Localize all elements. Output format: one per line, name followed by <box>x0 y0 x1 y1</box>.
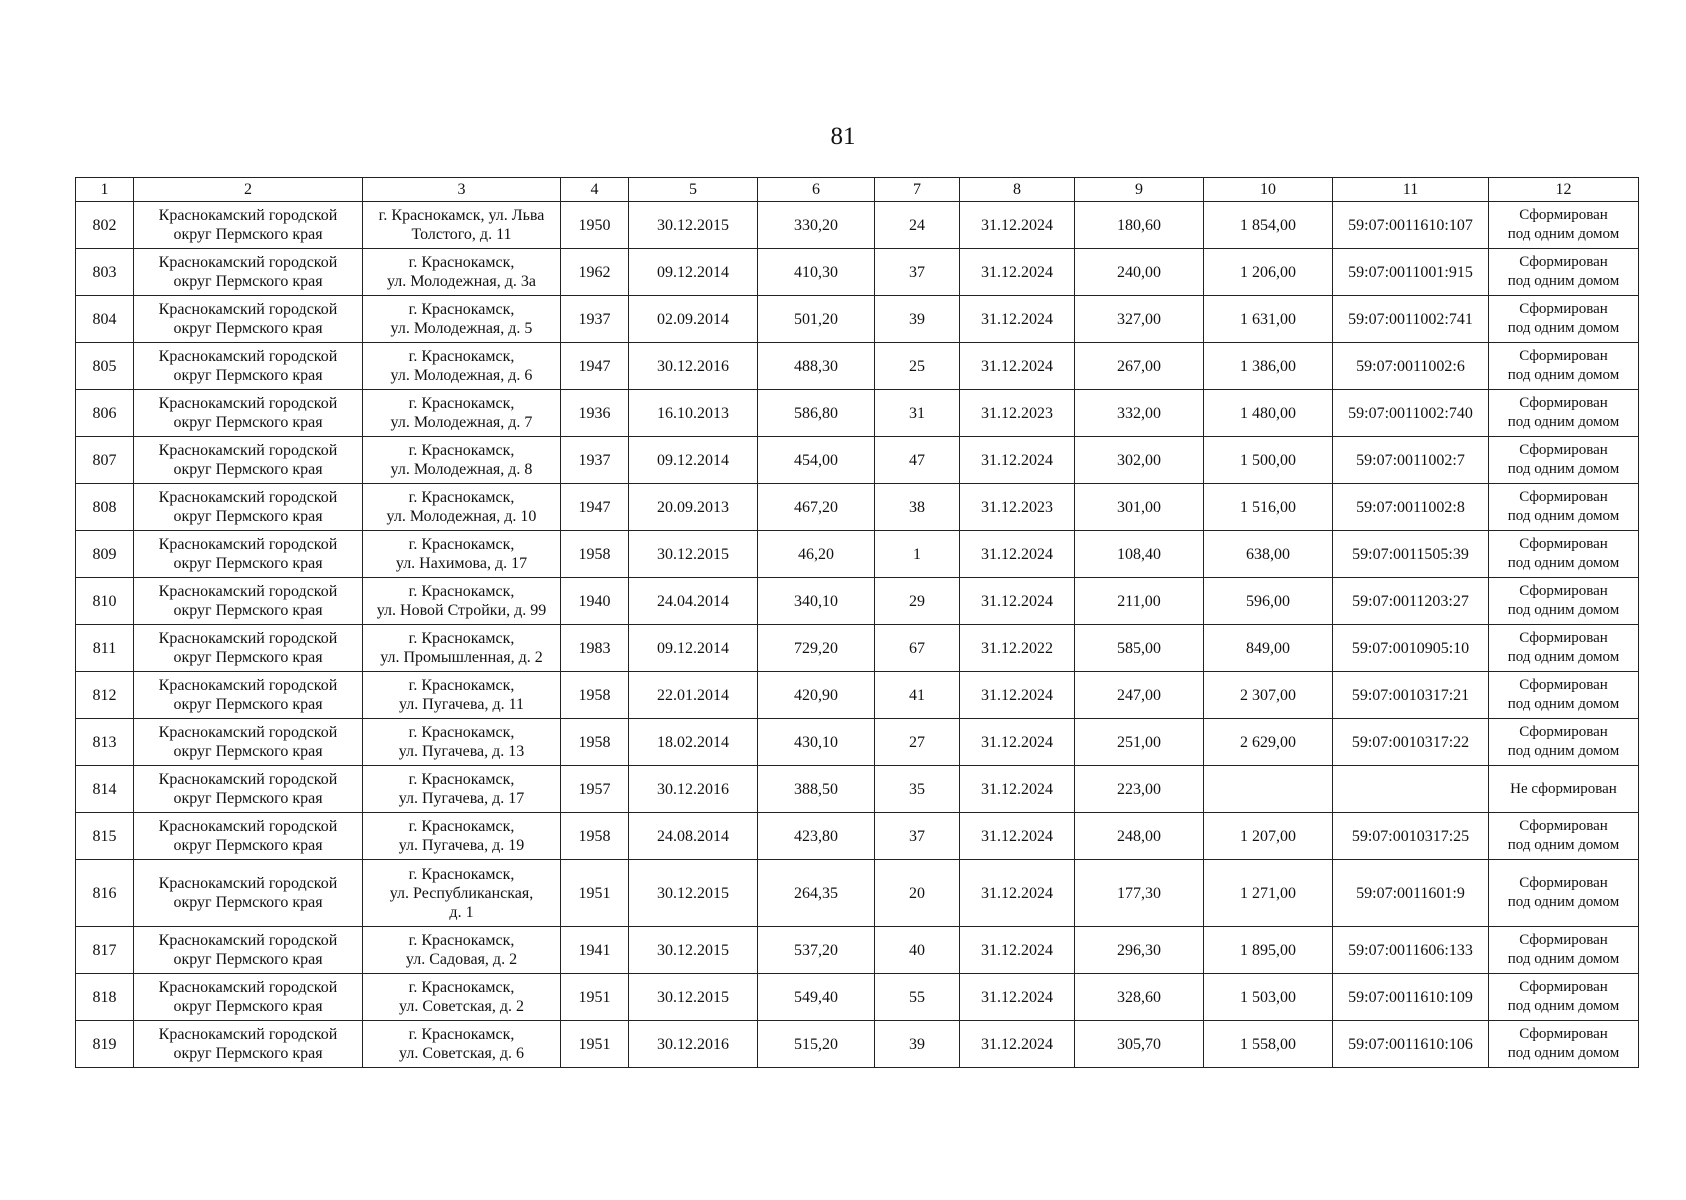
cell-year-built: 1962 <box>561 249 629 296</box>
cell-land-area: 108,40 <box>1075 531 1204 578</box>
cell-land-area: 296,30 <box>1075 927 1204 974</box>
table-row <box>76 974 1639 1021</box>
cell-address: г. Краснокамск, ул. Садовая, д. 2 <box>363 927 561 974</box>
cell-row-number: 811 <box>76 625 134 672</box>
cell-plot-area: 2 307,00 <box>1204 672 1333 719</box>
cell-plot-area: 1 500,00 <box>1204 437 1333 484</box>
cell-residents: 37 <box>875 249 960 296</box>
cell-year-built: 1950 <box>561 202 629 249</box>
cell-status: Сформирован под одним домом <box>1489 578 1639 625</box>
cell-residents: 20 <box>875 860 960 927</box>
cell-plot-area <box>1204 766 1333 813</box>
cell-row-number: 805 <box>76 343 134 390</box>
cell-land-area: 302,00 <box>1075 437 1204 484</box>
cell-resettlement-deadline: 31.12.2024 <box>960 249 1075 296</box>
cell-address: г. Краснокамск, ул. Молодежная, д. 10 <box>363 484 561 531</box>
cell-residents: 31 <box>875 390 960 437</box>
cell-resettlement-deadline: 31.12.2023 <box>960 390 1075 437</box>
cell-year-built: 1941 <box>561 927 629 974</box>
column-header-10: 10 <box>1204 178 1333 202</box>
cell-recognition-date: 09.12.2014 <box>629 249 758 296</box>
cell-year-built: 1958 <box>561 672 629 719</box>
cell-status: Сформирован под одним домом <box>1489 927 1639 974</box>
cell-resettlement-deadline: 31.12.2024 <box>960 813 1075 860</box>
cell-row-number: 816 <box>76 860 134 927</box>
cell-recognition-date: 30.12.2016 <box>629 766 758 813</box>
cell-plot-area: 1 386,00 <box>1204 343 1333 390</box>
cell-residents: 55 <box>875 974 960 1021</box>
table-row <box>76 437 1639 484</box>
cell-municipality: Краснокамский городской округ Пермского края <box>134 390 363 437</box>
cell-municipality: Краснокамский городской округ Пермского края <box>134 719 363 766</box>
cell-residents: 47 <box>875 437 960 484</box>
cell-plot-area: 1 503,00 <box>1204 974 1333 1021</box>
cell-resettlement-deadline: 31.12.2024 <box>960 766 1075 813</box>
cell-row-number: 814 <box>76 766 134 813</box>
cell-area: 423,80 <box>758 813 875 860</box>
cell-area: 330,20 <box>758 202 875 249</box>
column-header-3: 3 <box>363 178 561 202</box>
table-row <box>76 296 1639 343</box>
cell-area: 729,20 <box>758 625 875 672</box>
cell-municipality: Краснокамский городской округ Пермского края <box>134 531 363 578</box>
cell-address: г. Краснокамск, ул. Республиканская, д. 1 <box>363 860 561 927</box>
cell-year-built: 1951 <box>561 1021 629 1068</box>
cell-recognition-date: 18.02.2014 <box>629 719 758 766</box>
table-row <box>76 927 1639 974</box>
cell-year-built: 1957 <box>561 766 629 813</box>
cell-recognition-date: 16.10.2013 <box>629 390 758 437</box>
cell-area: 488,30 <box>758 343 875 390</box>
cell-cadastral-number: 59:07:0011505:39 <box>1333 531 1489 578</box>
cell-plot-area: 1 854,00 <box>1204 202 1333 249</box>
column-header-9: 9 <box>1075 178 1204 202</box>
cell-area: 430,10 <box>758 719 875 766</box>
cell-land-area: 247,00 <box>1075 672 1204 719</box>
cell-row-number: 802 <box>76 202 134 249</box>
cell-row-number: 806 <box>76 390 134 437</box>
cell-land-area: 328,60 <box>1075 974 1204 1021</box>
cell-recognition-date: 30.12.2015 <box>629 927 758 974</box>
cell-municipality: Краснокамский городской округ Пермского края <box>134 974 363 1021</box>
cell-cadastral-number: 59:07:0011002:8 <box>1333 484 1489 531</box>
cell-land-area: 305,70 <box>1075 1021 1204 1068</box>
cell-row-number: 818 <box>76 974 134 1021</box>
cell-status: Сформирован под одним домом <box>1489 813 1639 860</box>
cell-area: 537,20 <box>758 927 875 974</box>
cell-municipality: Краснокамский городской округ Пермского края <box>134 343 363 390</box>
cell-cadastral-number: 59:07:0010317:22 <box>1333 719 1489 766</box>
cell-address: г. Краснокамск, ул. Молодежная, д. 7 <box>363 390 561 437</box>
cell-row-number: 807 <box>76 437 134 484</box>
cell-area: 410,30 <box>758 249 875 296</box>
cell-status: Сформирован под одним домом <box>1489 974 1639 1021</box>
cell-address: г. Краснокамск, ул. Промышленная, д. 2 <box>363 625 561 672</box>
cell-address: г. Краснокамск, ул. Советская, д. 6 <box>363 1021 561 1068</box>
cell-cadastral-number: 59:07:0011203:27 <box>1333 578 1489 625</box>
cell-municipality: Краснокамский городской округ Пермского края <box>134 249 363 296</box>
cell-land-area: 301,00 <box>1075 484 1204 531</box>
column-header-11: 11 <box>1333 178 1489 202</box>
cell-resettlement-deadline: 31.12.2024 <box>960 860 1075 927</box>
cell-area: 549,40 <box>758 974 875 1021</box>
cell-recognition-date: 30.12.2015 <box>629 531 758 578</box>
cell-residents: 39 <box>875 296 960 343</box>
table-row <box>76 249 1639 296</box>
cell-area: 515,20 <box>758 1021 875 1068</box>
cell-address: г. Краснокамск, ул. Пугачева, д. 11 <box>363 672 561 719</box>
page-number: 81 <box>830 123 856 150</box>
table-row <box>76 719 1639 766</box>
cell-land-area: 177,30 <box>1075 860 1204 927</box>
cell-cadastral-number: 59:07:0011001:915 <box>1333 249 1489 296</box>
cell-municipality: Краснокамский городской округ Пермского края <box>134 860 363 927</box>
cell-address: г. Краснокамск, ул. Молодежная, д. 5 <box>363 296 561 343</box>
cell-status: Не сформирован <box>1489 766 1639 813</box>
column-header-6: 6 <box>758 178 875 202</box>
cell-land-area: 223,00 <box>1075 766 1204 813</box>
table-row <box>76 625 1639 672</box>
cell-residents: 40 <box>875 927 960 974</box>
table-row <box>76 766 1639 813</box>
cell-recognition-date: 30.12.2015 <box>629 860 758 927</box>
cell-plot-area: 1 271,00 <box>1204 860 1333 927</box>
column-header-4: 4 <box>561 178 629 202</box>
header-row <box>76 178 1639 202</box>
cell-residents: 41 <box>875 672 960 719</box>
cell-row-number: 819 <box>76 1021 134 1068</box>
cell-address: г. Краснокамск, ул. Пугачева, д. 13 <box>363 719 561 766</box>
table-row <box>76 813 1639 860</box>
cell-resettlement-deadline: 31.12.2024 <box>960 202 1075 249</box>
cell-year-built: 1958 <box>561 813 629 860</box>
cell-land-area: 248,00 <box>1075 813 1204 860</box>
cell-status: Сформирован под одним домом <box>1489 860 1639 927</box>
table-row <box>76 860 1639 927</box>
cell-cadastral-number: 59:07:0010905:10 <box>1333 625 1489 672</box>
cell-status: Сформирован под одним домом <box>1489 625 1639 672</box>
cell-residents: 25 <box>875 343 960 390</box>
cell-year-built: 1958 <box>561 531 629 578</box>
cell-residents: 38 <box>875 484 960 531</box>
cell-area: 46,20 <box>758 531 875 578</box>
cell-plot-area: 1 631,00 <box>1204 296 1333 343</box>
cell-resettlement-deadline: 31.12.2024 <box>960 927 1075 974</box>
cell-status: Сформирован под одним домом <box>1489 249 1639 296</box>
cell-plot-area: 638,00 <box>1204 531 1333 578</box>
cell-area: 388,50 <box>758 766 875 813</box>
cell-resettlement-deadline: 31.12.2024 <box>960 531 1075 578</box>
cell-row-number: 810 <box>76 578 134 625</box>
cell-row-number: 817 <box>76 927 134 974</box>
cell-cadastral-number: 59:07:0011610:107 <box>1333 202 1489 249</box>
cell-plot-area: 1 516,00 <box>1204 484 1333 531</box>
cell-resettlement-deadline: 31.12.2024 <box>960 719 1075 766</box>
cell-year-built: 1936 <box>561 390 629 437</box>
cell-plot-area: 849,00 <box>1204 625 1333 672</box>
cell-area: 454,00 <box>758 437 875 484</box>
cell-cadastral-number: 59:07:0011601:9 <box>1333 860 1489 927</box>
cell-address: г. Краснокамск, ул. Нахимова, д. 17 <box>363 531 561 578</box>
cell-resettlement-deadline: 31.12.2022 <box>960 625 1075 672</box>
cell-cadastral-number: 59:07:0011002:741 <box>1333 296 1489 343</box>
cell-cadastral-number <box>1333 766 1489 813</box>
cell-cadastral-number: 59:07:0011002:6 <box>1333 343 1489 390</box>
cell-resettlement-deadline: 31.12.2024 <box>960 578 1075 625</box>
housing-registry-table <box>75 177 1639 1068</box>
cell-resettlement-deadline: 31.12.2024 <box>960 296 1075 343</box>
cell-municipality: Краснокамский городской округ Пермского края <box>134 625 363 672</box>
cell-year-built: 1937 <box>561 437 629 484</box>
cell-address: г. Краснокамск, ул. Льва Толстого, д. 11 <box>363 202 561 249</box>
cell-land-area: 267,00 <box>1075 343 1204 390</box>
table-row <box>76 390 1639 437</box>
cell-residents: 29 <box>875 578 960 625</box>
cell-address: г. Краснокамск, ул. Советская, д. 2 <box>363 974 561 1021</box>
cell-recognition-date: 24.08.2014 <box>629 813 758 860</box>
cell-year-built: 1937 <box>561 296 629 343</box>
cell-row-number: 804 <box>76 296 134 343</box>
cell-year-built: 1951 <box>561 974 629 1021</box>
cell-area: 420,90 <box>758 672 875 719</box>
cell-plot-area: 1 206,00 <box>1204 249 1333 296</box>
cell-resettlement-deadline: 31.12.2023 <box>960 484 1075 531</box>
cell-land-area: 332,00 <box>1075 390 1204 437</box>
cell-land-area: 240,00 <box>1075 249 1204 296</box>
cell-status: Сформирован под одним домом <box>1489 484 1639 531</box>
cell-recognition-date: 30.12.2015 <box>629 202 758 249</box>
cell-residents: 24 <box>875 202 960 249</box>
cell-municipality: Краснокамский городской округ Пермского края <box>134 1021 363 1068</box>
cell-cadastral-number: 59:07:0010317:25 <box>1333 813 1489 860</box>
table-body <box>76 202 1639 1068</box>
column-header-5: 5 <box>629 178 758 202</box>
cell-status: Сформирован под одним домом <box>1489 296 1639 343</box>
table-row <box>76 343 1639 390</box>
cell-cadastral-number: 59:07:0011610:109 <box>1333 974 1489 1021</box>
cell-year-built: 1947 <box>561 484 629 531</box>
cell-year-built: 1951 <box>561 860 629 927</box>
cell-resettlement-deadline: 31.12.2024 <box>960 974 1075 1021</box>
cell-status: Сформирован под одним домом <box>1489 390 1639 437</box>
cell-residents: 37 <box>875 813 960 860</box>
table-row <box>76 484 1639 531</box>
cell-recognition-date: 30.12.2016 <box>629 343 758 390</box>
table-row <box>76 578 1639 625</box>
cell-row-number: 812 <box>76 672 134 719</box>
cell-cadastral-number: 59:07:0011610:106 <box>1333 1021 1489 1068</box>
cell-status: Сформирован под одним домом <box>1489 343 1639 390</box>
cell-recognition-date: 30.12.2016 <box>629 1021 758 1068</box>
cell-status: Сформирован под одним домом <box>1489 202 1639 249</box>
cell-municipality: Краснокамский городской округ Пермского края <box>134 813 363 860</box>
cell-municipality: Краснокамский городской округ Пермского края <box>134 202 363 249</box>
cell-land-area: 211,00 <box>1075 578 1204 625</box>
cell-address: г. Краснокамск, ул. Пугачева, д. 17 <box>363 766 561 813</box>
cell-address: г. Краснокамск, ул. Молодежная, д. 3а <box>363 249 561 296</box>
cell-recognition-date: 30.12.2015 <box>629 974 758 1021</box>
cell-area: 340,10 <box>758 578 875 625</box>
column-header-7: 7 <box>875 178 960 202</box>
cell-resettlement-deadline: 31.12.2024 <box>960 672 1075 719</box>
cell-resettlement-deadline: 31.12.2024 <box>960 343 1075 390</box>
cell-land-area: 251,00 <box>1075 719 1204 766</box>
cell-recognition-date: 09.12.2014 <box>629 625 758 672</box>
cell-plot-area: 1 558,00 <box>1204 1021 1333 1068</box>
cell-row-number: 813 <box>76 719 134 766</box>
cell-row-number: 809 <box>76 531 134 578</box>
cell-row-number: 815 <box>76 813 134 860</box>
cell-municipality: Краснокамский городской округ Пермского края <box>134 578 363 625</box>
cell-area: 467,20 <box>758 484 875 531</box>
table-row <box>76 1021 1639 1068</box>
cell-address: г. Краснокамск, ул. Молодежная, д. 6 <box>363 343 561 390</box>
cell-recognition-date: 22.01.2014 <box>629 672 758 719</box>
cell-status: Сформирован под одним домом <box>1489 719 1639 766</box>
cell-address: г. Краснокамск, ул. Новой Стройки, д. 99 <box>363 578 561 625</box>
column-header-2: 2 <box>134 178 363 202</box>
cell-status: Сформирован под одним домом <box>1489 672 1639 719</box>
cell-plot-area: 2 629,00 <box>1204 719 1333 766</box>
cell-residents: 35 <box>875 766 960 813</box>
cell-residents: 27 <box>875 719 960 766</box>
cell-municipality: Краснокамский городской округ Пермского края <box>134 672 363 719</box>
cell-recognition-date: 24.04.2014 <box>629 578 758 625</box>
cell-resettlement-deadline: 31.12.2024 <box>960 1021 1075 1068</box>
cell-year-built: 1958 <box>561 719 629 766</box>
cell-residents: 67 <box>875 625 960 672</box>
cell-plot-area: 1 207,00 <box>1204 813 1333 860</box>
cell-cadastral-number: 59:07:0011002:740 <box>1333 390 1489 437</box>
cell-recognition-date: 09.12.2014 <box>629 437 758 484</box>
cell-land-area: 180,60 <box>1075 202 1204 249</box>
cell-row-number: 803 <box>76 249 134 296</box>
cell-cadastral-number: 59:07:0010317:21 <box>1333 672 1489 719</box>
cell-address: г. Краснокамск, ул. Пугачева, д. 19 <box>363 813 561 860</box>
cell-status: Сформирован под одним домом <box>1489 1021 1639 1068</box>
cell-municipality: Краснокамский городской округ Пермского края <box>134 484 363 531</box>
column-header-8: 8 <box>960 178 1075 202</box>
table-row <box>76 202 1639 249</box>
cell-municipality: Краснокамский городской округ Пермского края <box>134 766 363 813</box>
cell-area: 501,20 <box>758 296 875 343</box>
cell-status: Сформирован под одним домом <box>1489 437 1639 484</box>
column-header-12: 12 <box>1489 178 1639 202</box>
cell-year-built: 1947 <box>561 343 629 390</box>
cell-recognition-date: 20.09.2013 <box>629 484 758 531</box>
cell-municipality: Краснокамский городской округ Пермского края <box>134 296 363 343</box>
table-row <box>76 531 1639 578</box>
cell-area: 264,35 <box>758 860 875 927</box>
cell-land-area: 585,00 <box>1075 625 1204 672</box>
cell-year-built: 1983 <box>561 625 629 672</box>
cell-plot-area: 596,00 <box>1204 578 1333 625</box>
cell-municipality: Краснокамский городской округ Пермского края <box>134 437 363 484</box>
cell-plot-area: 1 480,00 <box>1204 390 1333 437</box>
table-header <box>76 178 1639 202</box>
column-header-1: 1 <box>76 178 134 202</box>
cell-municipality: Краснокамский городской округ Пермского края <box>134 927 363 974</box>
cell-cadastral-number: 59:07:0011002:7 <box>1333 437 1489 484</box>
cell-row-number: 808 <box>76 484 134 531</box>
cell-area: 586,80 <box>758 390 875 437</box>
table-row <box>76 672 1639 719</box>
cell-land-area: 327,00 <box>1075 296 1204 343</box>
cell-plot-area: 1 895,00 <box>1204 927 1333 974</box>
cell-resettlement-deadline: 31.12.2024 <box>960 437 1075 484</box>
cell-status: Сформирован под одним домом <box>1489 531 1639 578</box>
cell-residents: 1 <box>875 531 960 578</box>
cell-address: г. Краснокамск, ул. Молодежная, д. 8 <box>363 437 561 484</box>
cell-cadastral-number: 59:07:0011606:133 <box>1333 927 1489 974</box>
cell-year-built: 1940 <box>561 578 629 625</box>
cell-recognition-date: 02.09.2014 <box>629 296 758 343</box>
cell-residents: 39 <box>875 1021 960 1068</box>
